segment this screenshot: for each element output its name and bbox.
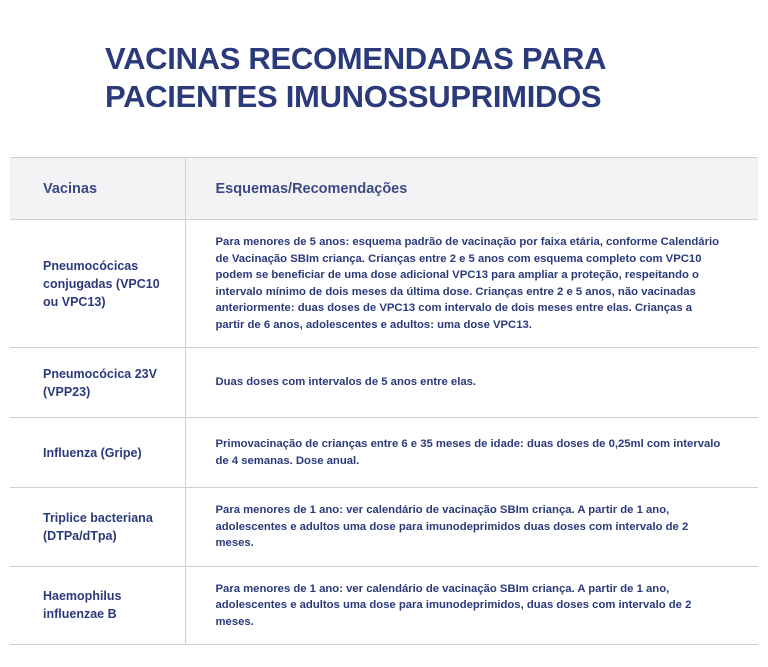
page-title-line-2: PACIENTES IMUNOSSUPRIMIDOS <box>105 79 602 114</box>
cell-vaccine-name: Haemophilus influenzae B <box>10 566 185 645</box>
table-header <box>10 158 758 220</box>
column-header-schemes: Esquemas/Recomendações <box>185 158 758 220</box>
table-header-row <box>10 158 758 220</box>
table-row <box>10 220 758 348</box>
cell-vaccine-scheme: Primovacinação de crianças entre 6 e 35 meses de idade: duas doses de 0,25ml com intervalo de 4 semanas. Dose anual. <box>185 418 758 488</box>
cell-vaccine-name: Influenza (Gripe) <box>10 418 185 488</box>
table-body <box>10 220 758 645</box>
cell-vaccine-name: Pneumocócica 23V (VPP23) <box>10 348 185 418</box>
table-row <box>10 488 758 567</box>
column-header-vaccines: Vacinas <box>10 158 185 220</box>
cell-vaccine-name: Pneumocócicas conjugadas (VPC10 ou VPC13) <box>10 220 185 348</box>
table-row <box>10 348 758 418</box>
cell-vaccine-scheme: Para menores de 1 ano: ver calendário de vacinação SBIm criança. A partir de 1 ano, adolescentes e adultos uma dose para imunodeprimidos duas doses com intervalo de 2 meses. <box>185 488 758 567</box>
cell-vaccine-scheme: Para menores de 5 anos: esquema padrão de vacinação por faixa etária, conforme Calendário de Vacinação SBIm criança. Crianças entre 2 e 5 anos com esquema completo com VPC10 podem se beneficiar de uma dose adicional VPC13 para ampliar a proteção, respeitando o intervalo mínimo de dois meses da última dose. Crianças entre 2 e 5 anos, não vacinadas anteriormente: duas doses de VPC13 com intervalo de dois meses entre elas. Crianças a partir de 6 anos, adolescentes e adultos: uma dose VPC13. <box>185 220 758 348</box>
vaccine-table-container <box>10 157 758 645</box>
cell-vaccine-scheme: Para menores de 1 ano: ver calendário de vacinação SBIm criança. A partir de 1 ano, adolescentes e adultos uma dose para imunodeprimidos, duas doses com intervalo de 2 meses. <box>185 566 758 645</box>
page-title-line-1: VACINAS RECOMENDADAS PARA <box>105 41 607 76</box>
cell-vaccine-name: Triplice bacteriana (DTPa/dTpa) <box>10 488 185 567</box>
table-row <box>10 566 758 645</box>
page-title <box>0 0 768 116</box>
vaccine-table <box>10 157 758 645</box>
table-row <box>10 418 758 488</box>
cell-vaccine-scheme: Duas doses com intervalos de 5 anos entre elas. <box>185 348 758 418</box>
